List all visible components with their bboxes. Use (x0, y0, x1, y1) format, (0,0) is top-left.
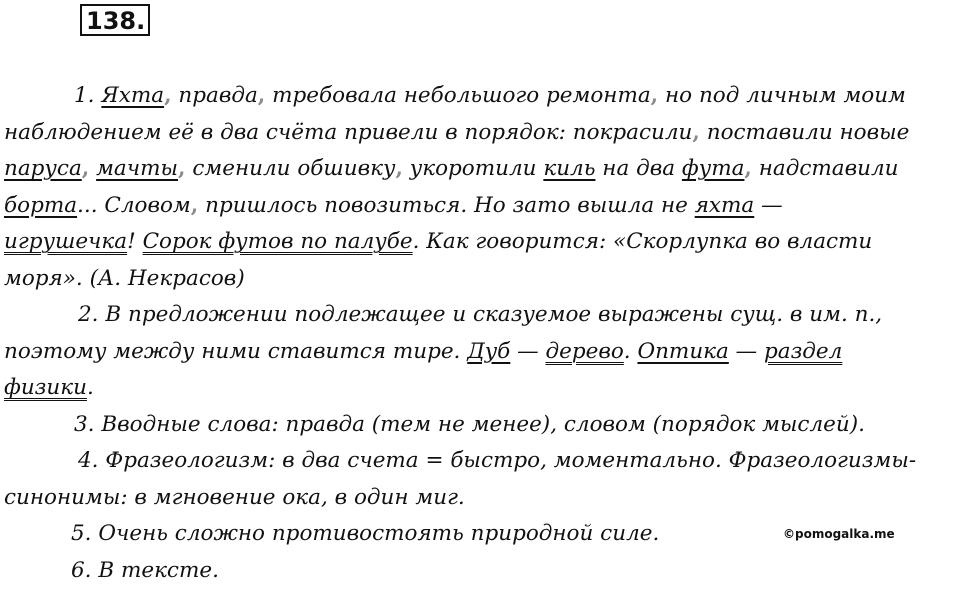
punctuation-mark: , (190, 192, 199, 218)
object-underlined: борта (4, 192, 78, 218)
watermark: ©pomogalka.me (783, 527, 895, 541)
line-4 (4, 188, 944, 225)
punctuation-mark: , (81, 156, 90, 181)
punctuation-mark: , (178, 156, 186, 181)
line-14 (4, 553, 944, 590)
text-fragment: правда (171, 83, 258, 108)
predicate-double-underlined: раздел (764, 338, 843, 364)
text-fragment: пришлось повозиться. Но зато вышла не (198, 192, 695, 218)
text-fragment: ! (127, 229, 143, 254)
object-underlined: фута (681, 156, 745, 181)
line-5 (4, 224, 944, 261)
text-fragment: сменили обшивку (185, 156, 396, 181)
predicate-double-underlined: игрушечка (4, 229, 128, 254)
punctuation-mark: , (257, 83, 266, 108)
text-fragment: на два (595, 156, 682, 181)
subject-underlined: яхта (694, 192, 755, 218)
punctuation-mark: , (164, 83, 172, 108)
text-fragment: 5. Очень сложно противостоять природной силе. (71, 521, 660, 546)
line-11 (4, 443, 944, 480)
text-fragment: 2. В предложении подлежащее и сказуемое выражены сущ. в им. п., (78, 302, 883, 327)
text-fragment: ... Словом (77, 192, 191, 218)
line-8 (4, 334, 944, 371)
exercise-answer-text (4, 78, 944, 589)
line-10 (4, 407, 944, 444)
line-2 (4, 115, 944, 152)
text-fragment: поэтому между ними ставится тире. (4, 338, 468, 364)
line-3 (4, 151, 944, 188)
text-fragment: требовала небольшого ремонта (265, 83, 651, 108)
line-7 (4, 297, 944, 334)
line-9 (4, 370, 944, 407)
text-fragment: — (754, 192, 783, 218)
predicate-double-underlined: физики (4, 375, 87, 400)
text-fragment: но под личным моим (658, 83, 906, 108)
text-fragment: 3. Вводные слова: правда (тем не менее), словом (порядок мыслей). (74, 411, 865, 437)
text-fragment: укоротили (402, 156, 544, 181)
text-fragment: — (728, 338, 764, 364)
line-1 (4, 78, 944, 115)
subject-underlined: Яхта (101, 83, 165, 108)
line-12 (4, 480, 944, 517)
text-fragment: надставили (751, 156, 899, 181)
punctuation-mark: , (395, 156, 403, 181)
text-fragment: 6. В тексте. (71, 557, 219, 583)
punctuation-mark: , (692, 119, 700, 145)
punctuation-mark: , (650, 83, 659, 108)
text-fragment: 1. (74, 83, 102, 108)
text-fragment: наблюдением её в два счёта привели в порядок: покрасили (4, 119, 693, 145)
subject-underlined: Оптика (637, 338, 729, 364)
object-underlined: киль (543, 156, 596, 181)
text-fragment: . Как говорится: «Скорлупка во власти (412, 229, 873, 254)
text-fragment: 4. Фразеологизм: в два счета = быстро, моментально. Фразеологизмы- (78, 448, 917, 473)
subject-underlined: Дуб (467, 338, 511, 364)
punctuation-mark: , (744, 156, 752, 181)
predicate-double-underlined: Сорок футов по палубе (142, 229, 413, 254)
line-6 (4, 261, 944, 298)
text-fragment: . (86, 375, 94, 400)
text-fragment: поставили новые (699, 119, 910, 145)
text-fragment: моря». (А. Некрасов) (4, 265, 245, 291)
predicate-double-underlined: дерево (545, 338, 624, 364)
object-underlined: паруса (4, 156, 82, 181)
text-fragment: — (510, 338, 546, 364)
exercise-number: 138. (80, 4, 150, 36)
text-fragment: синонимы: в мгновение ока, в один миг. (4, 484, 465, 510)
text-fragment: . (623, 338, 638, 364)
object-underlined: мачты (96, 156, 179, 181)
